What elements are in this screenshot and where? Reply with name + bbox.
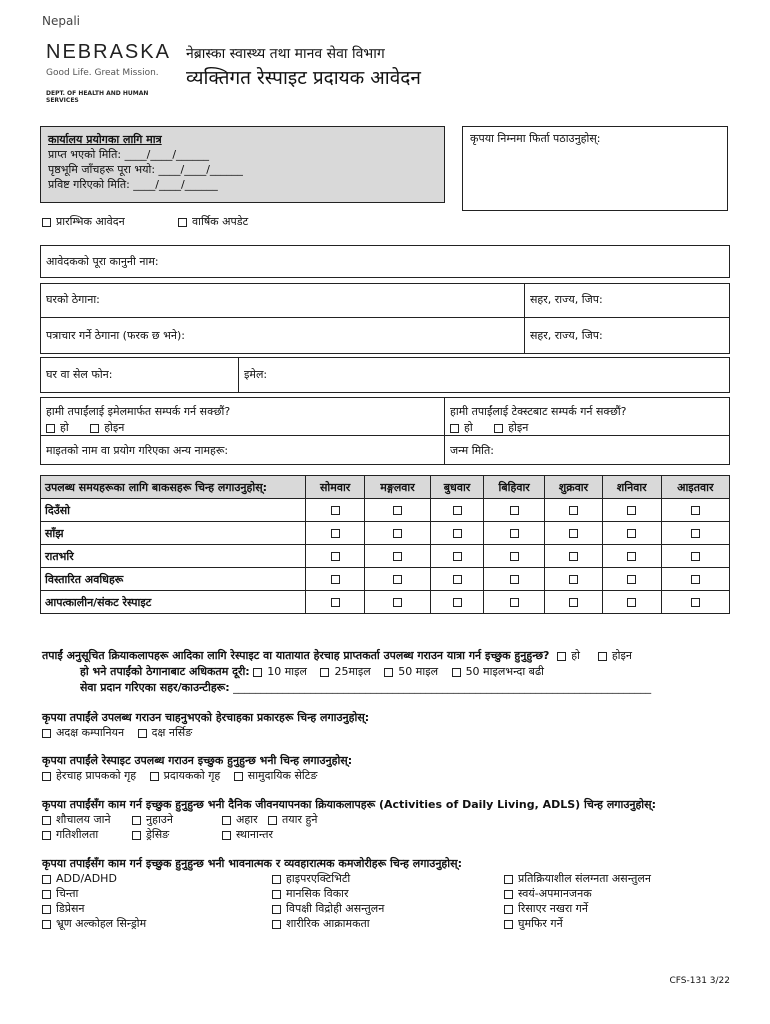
logo-brand: NEBRASKA bbox=[46, 41, 171, 63]
checkbox[interactable] bbox=[627, 575, 636, 584]
contact-email-no[interactable] bbox=[90, 421, 124, 434]
checkbox[interactable] bbox=[453, 598, 462, 607]
behavior-label: प्रतिक्रियाशील संलग्नता असन्तुलन bbox=[518, 872, 651, 885]
availability-row-label: दिउँसो bbox=[41, 499, 306, 522]
checkbox[interactable] bbox=[504, 890, 513, 899]
behavior-physical-aggression[interactable] bbox=[272, 916, 384, 931]
checkbox[interactable] bbox=[627, 552, 636, 561]
checkbox[interactable] bbox=[331, 552, 340, 561]
contact-email-yes[interactable] bbox=[46, 421, 69, 434]
behavior-label: चिन्ता bbox=[56, 887, 79, 900]
availability-row-label: विस्तारित अवधिहरू bbox=[41, 568, 306, 591]
behavior-oppositional-defiant[interactable] bbox=[272, 901, 384, 916]
no-label: होइन bbox=[611, 649, 633, 662]
table-row bbox=[41, 545, 730, 568]
day-monday: सोमवार bbox=[306, 476, 365, 499]
adl-toileting-label: शौचालय जाने bbox=[56, 813, 111, 826]
checkbox[interactable] bbox=[42, 875, 51, 884]
availability-cell[interactable] bbox=[661, 591, 729, 614]
locations-options bbox=[42, 768, 317, 783]
adl-grooming[interactable] bbox=[268, 812, 317, 827]
availability-cell[interactable] bbox=[306, 522, 365, 545]
yes-label: हो bbox=[571, 649, 580, 662]
behavior-self-abusive[interactable] bbox=[504, 886, 651, 901]
day-friday: शुक्रवार bbox=[545, 476, 603, 499]
checkbox[interactable] bbox=[510, 552, 519, 561]
checkbox[interactable] bbox=[569, 529, 578, 538]
checkbox[interactable] bbox=[569, 575, 578, 584]
checkbox[interactable] bbox=[331, 506, 340, 515]
checkbox[interactable] bbox=[504, 875, 513, 884]
availability-cell[interactable] bbox=[430, 591, 484, 614]
checkbox[interactable] bbox=[393, 575, 402, 584]
behavior-mental-disorder[interactable] bbox=[272, 886, 384, 901]
checkbox[interactable] bbox=[691, 529, 700, 538]
distance-25[interactable] bbox=[320, 665, 370, 678]
availability-cell[interactable] bbox=[306, 499, 365, 522]
transport-question bbox=[42, 648, 742, 663]
behavior-label: स्वयं-अपमानजनक bbox=[518, 887, 592, 900]
adl-bathing-label: नुहाउने bbox=[146, 813, 173, 826]
checkbox[interactable] bbox=[268, 816, 277, 825]
availability-cell[interactable] bbox=[484, 499, 545, 522]
checkbox[interactable] bbox=[384, 668, 393, 677]
location-community-setting[interactable] bbox=[234, 769, 318, 782]
checkbox[interactable] bbox=[132, 816, 141, 825]
availability-cell[interactable] bbox=[602, 568, 661, 591]
table-header-row bbox=[41, 476, 730, 499]
checkbox[interactable] bbox=[46, 424, 55, 433]
behavior-tantrums[interactable] bbox=[504, 901, 651, 916]
nebraska-logo bbox=[46, 42, 171, 104]
office-date-received: प्राप्त भएको मिति: ____/____/______ bbox=[48, 148, 210, 161]
checkbox[interactable] bbox=[272, 920, 281, 929]
mailing-city-state-zip-label: सहर, राज्य, जिप: bbox=[530, 329, 603, 342]
behavior-label: ADD/ADHD bbox=[56, 872, 117, 885]
phone-label: घर वा सेल फोन: bbox=[46, 368, 113, 381]
contact-text-question bbox=[444, 397, 730, 436]
checkbox[interactable] bbox=[453, 552, 462, 561]
checkbox[interactable] bbox=[393, 506, 402, 515]
initial-application-label: प्रारम्भिक आवेदन bbox=[56, 215, 125, 228]
checkbox[interactable] bbox=[222, 831, 231, 840]
availability-cell[interactable] bbox=[545, 591, 603, 614]
checkbox[interactable] bbox=[253, 668, 262, 677]
cities-served-label: सेवा प्रदान गरिएका सहर/काउन्टीहरू: bbox=[80, 681, 230, 694]
availability-cell[interactable] bbox=[484, 591, 545, 614]
availability-row-label: रातभरि bbox=[41, 545, 306, 568]
distance-50[interactable] bbox=[384, 665, 438, 678]
availability-row-label: आपत्कालीन/संकट रेस्पाइट bbox=[41, 591, 306, 614]
mailing-address-field[interactable] bbox=[40, 317, 525, 354]
home-address-field[interactable] bbox=[40, 283, 525, 318]
adl-eating[interactable] bbox=[222, 812, 258, 827]
checkbox[interactable] bbox=[272, 905, 281, 914]
checkbox[interactable] bbox=[272, 875, 281, 884]
checkbox[interactable] bbox=[331, 529, 340, 538]
office-date-entered: प्रविष्ट गरिएको मिति: ____/____/______ bbox=[48, 178, 218, 191]
annual-update-option[interactable] bbox=[178, 214, 248, 229]
logo-tagline: Good Life. Great Mission. bbox=[46, 68, 159, 78]
availability-cell[interactable] bbox=[484, 545, 545, 568]
maiden-names-field[interactable] bbox=[40, 435, 445, 465]
availability-cell[interactable] bbox=[545, 568, 603, 591]
day-wednesday: बुधवार bbox=[430, 476, 484, 499]
email-field[interactable] bbox=[238, 357, 730, 393]
behavioral-question: कृपया तपाईंसँग काम गर्न इच्छुक हुनुहुन्छ भनी भावनात्मक र व्यवहारात्मक कमजोरीहरू चिन्ह लगाउनुहोस्: bbox=[42, 857, 462, 870]
behavior-label: शारीरिक आक्रामकता bbox=[286, 917, 370, 930]
contact-text-no[interactable] bbox=[494, 421, 528, 434]
dob-label: जन्म मिति: bbox=[450, 444, 494, 457]
adl-transferring-label: स्थानान्तर bbox=[236, 828, 274, 841]
availability-cell[interactable] bbox=[306, 545, 365, 568]
transport-no[interactable] bbox=[598, 649, 632, 662]
legal-name-label: आवेदकको पूरा कानुनी नाम: bbox=[46, 255, 159, 268]
checkbox[interactable] bbox=[42, 920, 51, 929]
behavior-hyperactivity[interactable] bbox=[272, 871, 384, 886]
behavior-label: डिप्रेसन bbox=[56, 902, 85, 915]
availability-cell[interactable] bbox=[430, 522, 484, 545]
adl-grooming-label: तयार हुने bbox=[282, 813, 318, 826]
checkbox[interactable] bbox=[222, 816, 231, 825]
availability-cell[interactable] bbox=[365, 591, 431, 614]
behavior-anxiety[interactable] bbox=[42, 886, 146, 901]
contact-email-label: हामी तपाईंलाई इमेलमार्फत सम्पर्क गर्न सक्छौं? bbox=[46, 405, 231, 418]
checkbox[interactable] bbox=[627, 506, 636, 515]
mailing-city-state-zip-field[interactable] bbox=[524, 317, 730, 354]
adl-bathing[interactable] bbox=[132, 812, 173, 827]
availability-cell[interactable] bbox=[365, 522, 431, 545]
checkbox[interactable] bbox=[393, 552, 402, 561]
availability-cell[interactable] bbox=[306, 591, 365, 614]
care-unskilled-companion[interactable] bbox=[42, 726, 124, 739]
checkbox[interactable] bbox=[691, 598, 700, 607]
care-types-question: कृपया तपाईंले उपलब्ध गराउन चाहनुभएको हेरचाहका प्रकारहरू चिन्ह लगाउनुहोस्: bbox=[42, 711, 370, 724]
checkbox[interactable] bbox=[42, 905, 51, 914]
no-label: होइन bbox=[104, 421, 125, 434]
availability-cell[interactable] bbox=[602, 545, 661, 568]
distance-label: हो भने तपाईंको ठेगानाबाट अधिकतम दूरी: bbox=[80, 665, 250, 678]
cities-served-line: ____________________________________________________________________________ bbox=[233, 681, 652, 694]
availability-cell[interactable] bbox=[661, 568, 729, 591]
checkbox[interactable] bbox=[393, 529, 402, 538]
checkbox[interactable] bbox=[627, 529, 636, 538]
contact-text-yes[interactable] bbox=[450, 421, 473, 434]
availability-cell[interactable] bbox=[661, 522, 729, 545]
logo-dept: DEPT. OF HEALTH AND HUMAN SERVICES bbox=[46, 90, 149, 104]
availability-row-label: साँझ bbox=[41, 522, 306, 545]
distance-10-label: 10 माइल bbox=[267, 665, 307, 678]
availability-cell[interactable] bbox=[602, 499, 661, 522]
phone-field[interactable] bbox=[40, 357, 239, 393]
location-recipient-home-label: हेरचाह प्रापकको गृह bbox=[56, 769, 137, 782]
availability-cell[interactable] bbox=[661, 499, 729, 522]
distance-row bbox=[80, 664, 544, 679]
yes-label: हो bbox=[464, 421, 473, 434]
availability-cell[interactable] bbox=[430, 568, 484, 591]
care-unskilled-label: अदक्ष कम्पानियन bbox=[56, 726, 125, 739]
adl-dressing[interactable] bbox=[132, 827, 169, 842]
initial-application-option[interactable] bbox=[42, 214, 125, 229]
checkbox[interactable] bbox=[510, 529, 519, 538]
form-number: CFS-131 3/22 bbox=[669, 976, 730, 986]
availability-cell[interactable] bbox=[602, 591, 661, 614]
behavior-label: रिसाएर नखरा गर्ने bbox=[518, 902, 588, 915]
checkbox[interactable] bbox=[510, 575, 519, 584]
table-row bbox=[41, 591, 730, 614]
location-provider-home[interactable] bbox=[150, 769, 221, 782]
checkbox[interactable] bbox=[598, 652, 607, 661]
availability-cell[interactable] bbox=[365, 568, 431, 591]
behavior-depression[interactable] bbox=[42, 901, 146, 916]
checkbox[interactable] bbox=[42, 890, 51, 899]
office-background-checks: पृष्ठभूमि जाँचहरू पूरा भयो: ____/____/______ bbox=[48, 163, 243, 176]
checkbox[interactable] bbox=[504, 905, 513, 914]
checkbox[interactable] bbox=[494, 424, 503, 433]
availability-table bbox=[40, 475, 730, 614]
city-state-zip-label: सहर, राज्य, जिप: bbox=[530, 293, 603, 306]
table-row bbox=[41, 522, 730, 545]
home-address-label: घरको ठेगाना: bbox=[46, 293, 100, 306]
checkbox[interactable] bbox=[627, 598, 636, 607]
form-title: व्यक्तिगत रेस्पाइट प्रदायक आवेदन bbox=[186, 67, 421, 89]
checkbox[interactable] bbox=[42, 772, 51, 781]
checkbox[interactable] bbox=[510, 598, 519, 607]
checkbox[interactable] bbox=[132, 831, 141, 840]
no-label: होइन bbox=[508, 421, 529, 434]
contact-email-question bbox=[40, 397, 445, 436]
availability-cell[interactable] bbox=[306, 568, 365, 591]
checkbox[interactable] bbox=[453, 506, 462, 515]
checkbox[interactable] bbox=[42, 218, 51, 227]
yes-label: हो bbox=[60, 421, 69, 434]
table-row bbox=[41, 568, 730, 591]
distance-10[interactable] bbox=[253, 665, 307, 678]
availability-cell[interactable] bbox=[661, 545, 729, 568]
behavior-wandering[interactable] bbox=[504, 916, 651, 931]
care-types-options bbox=[42, 725, 192, 740]
checkbox[interactable] bbox=[42, 816, 51, 825]
checkbox[interactable] bbox=[569, 552, 578, 561]
checkbox[interactable] bbox=[42, 831, 51, 840]
distance-over-50-label: 50 माइलभन्दा बढी bbox=[465, 665, 544, 678]
checkbox[interactable] bbox=[504, 920, 513, 929]
behavior-add-adhd[interactable] bbox=[42, 871, 146, 886]
availability-cell[interactable] bbox=[430, 499, 484, 522]
checkbox[interactable] bbox=[331, 575, 340, 584]
availability-cell[interactable] bbox=[484, 522, 545, 545]
transport-yes[interactable] bbox=[557, 649, 580, 662]
checkbox[interactable] bbox=[453, 575, 462, 584]
checkbox[interactable] bbox=[42, 729, 51, 738]
checkbox[interactable] bbox=[138, 729, 147, 738]
behavior-label: मानसिक विकार bbox=[286, 887, 349, 900]
distance-25-label: 25माइल bbox=[334, 665, 371, 678]
day-tuesday: मङ्गलवार bbox=[365, 476, 431, 499]
availability-cell[interactable] bbox=[365, 499, 431, 522]
locations-question: कृपया तपाईंले रेस्पाइट उपलब्ध गराउन इच्छुक हुनुहुन्छ भनी चिन्ह लगाउनुहोस्: bbox=[42, 754, 353, 767]
availability-cell[interactable] bbox=[545, 545, 603, 568]
adl-mobility-label: गतिशीलता bbox=[56, 828, 99, 841]
checkbox[interactable] bbox=[450, 424, 459, 433]
email-label: इमेल: bbox=[244, 368, 268, 381]
checkbox[interactable] bbox=[691, 506, 700, 515]
checkbox[interactable] bbox=[331, 598, 340, 607]
agency-name: नेब्रास्का स्वास्थ्य तथा मानव सेवा विभाग bbox=[186, 46, 385, 62]
adl-toileting[interactable] bbox=[42, 812, 111, 827]
checkbox[interactable] bbox=[178, 218, 187, 227]
office-use-heading: कार्यालय प्रयोगका लागि मात्र bbox=[48, 133, 162, 146]
city-state-zip-field[interactable] bbox=[524, 283, 730, 318]
adl-dressing-label: ड्रेसिङ bbox=[146, 828, 170, 841]
behavioral-col1 bbox=[42, 871, 146, 931]
checkbox[interactable] bbox=[569, 506, 578, 515]
behavioral-col3 bbox=[504, 871, 651, 931]
checkbox[interactable] bbox=[569, 598, 578, 607]
location-community-label: सामुदायिक सेटिङ bbox=[247, 769, 318, 782]
return-address-box[interactable] bbox=[462, 126, 728, 211]
behavior-label: घुमफिर गर्ने bbox=[518, 917, 563, 930]
checkbox[interactable] bbox=[691, 552, 700, 561]
return-address-label: कृपया निम्नमा फिर्ता पठाउनुहोस्: bbox=[470, 132, 601, 145]
checkbox[interactable] bbox=[453, 529, 462, 538]
location-provider-home-label: प्रदायकको गृह bbox=[163, 769, 221, 782]
table-row bbox=[41, 499, 730, 522]
checkbox[interactable] bbox=[557, 652, 566, 661]
adl-mobility[interactable] bbox=[42, 827, 98, 842]
day-saturday: शनिवार bbox=[602, 476, 661, 499]
behavior-label: विपक्षी विद्रोही असन्तुलन bbox=[286, 902, 385, 915]
adls-question: कृपया तपाईंसँग काम गर्न इच्छुक हुनुहुन्छ भनी दैनिक जीवनयापनका क्रियाकलापहरू (Activities of Daily Living, ADLS) चिन्ह लगाउनुहोस्: bbox=[42, 798, 656, 811]
behavior-fetal-alcohol[interactable] bbox=[42, 916, 146, 931]
checkbox[interactable] bbox=[320, 668, 329, 677]
checkbox[interactable] bbox=[272, 890, 281, 899]
checkbox[interactable] bbox=[691, 575, 700, 584]
availability-cell[interactable] bbox=[430, 545, 484, 568]
checkbox[interactable] bbox=[150, 772, 159, 781]
maiden-names-label: माइतको नाम वा प्रयोग गरिएका अन्य नामहरू: bbox=[46, 444, 229, 457]
care-skilled-label: दक्ष नर्सिङ bbox=[151, 726, 193, 739]
adl-transferring[interactable] bbox=[222, 827, 273, 842]
cities-served-row[interactable] bbox=[80, 680, 730, 695]
availability-cell[interactable] bbox=[484, 568, 545, 591]
day-thursday: बिहिवार bbox=[484, 476, 545, 499]
behavior-label: हाइपरएक्टिभिटी bbox=[286, 872, 351, 885]
checkbox[interactable] bbox=[452, 668, 461, 677]
availability-cell[interactable] bbox=[545, 522, 603, 545]
legal-name-field[interactable] bbox=[40, 245, 730, 278]
contact-text-label: हामी तपाईंलाई टेक्स्टबाट सम्पर्क गर्न सक्छौं? bbox=[450, 405, 627, 418]
availability-cell[interactable] bbox=[545, 499, 603, 522]
behavioral-col2 bbox=[272, 871, 384, 931]
office-use-box bbox=[40, 126, 445, 203]
language-label: Nepali bbox=[42, 14, 80, 28]
location-recipient-home[interactable] bbox=[42, 769, 136, 782]
checkbox[interactable] bbox=[90, 424, 99, 433]
dob-field[interactable] bbox=[444, 435, 730, 465]
behavior-reactive-attachment[interactable] bbox=[504, 871, 651, 886]
checkbox[interactable] bbox=[393, 598, 402, 607]
availability-cell[interactable] bbox=[602, 522, 661, 545]
distance-over-50[interactable] bbox=[452, 665, 544, 678]
availability-header: उपलब्ध समयहरूका लागि बाकसहरू चिन्ह लगाउनुहोस्: bbox=[41, 476, 306, 499]
day-sunday: आइतवार bbox=[661, 476, 729, 499]
annual-update-label: वार्षिक अपडेट bbox=[192, 215, 249, 228]
transport-question-text: तपाईं अनुसूचित क्रियाकलापहरू आदिका लागि रेस्पाइट वा यातायात हेरचाह प्राप्तकर्ता उपलब्ध गराउन यात्रा गर्न इच्छुक हुनुहुन्छ? bbox=[42, 649, 550, 662]
care-skilled-nursing[interactable] bbox=[138, 726, 193, 739]
adl-eating-label: अहार bbox=[236, 813, 258, 826]
availability-cell[interactable] bbox=[365, 545, 431, 568]
distance-50-label: 50 माइल bbox=[398, 665, 439, 678]
checkbox[interactable] bbox=[234, 772, 243, 781]
behavior-label: भ्रूण अल्कोहल सिन्ड्रोम bbox=[56, 917, 147, 930]
mailing-address-label: पत्राचार गर्ने ठेगाना (फरक छ भने): bbox=[46, 329, 185, 342]
checkbox[interactable] bbox=[510, 506, 519, 515]
